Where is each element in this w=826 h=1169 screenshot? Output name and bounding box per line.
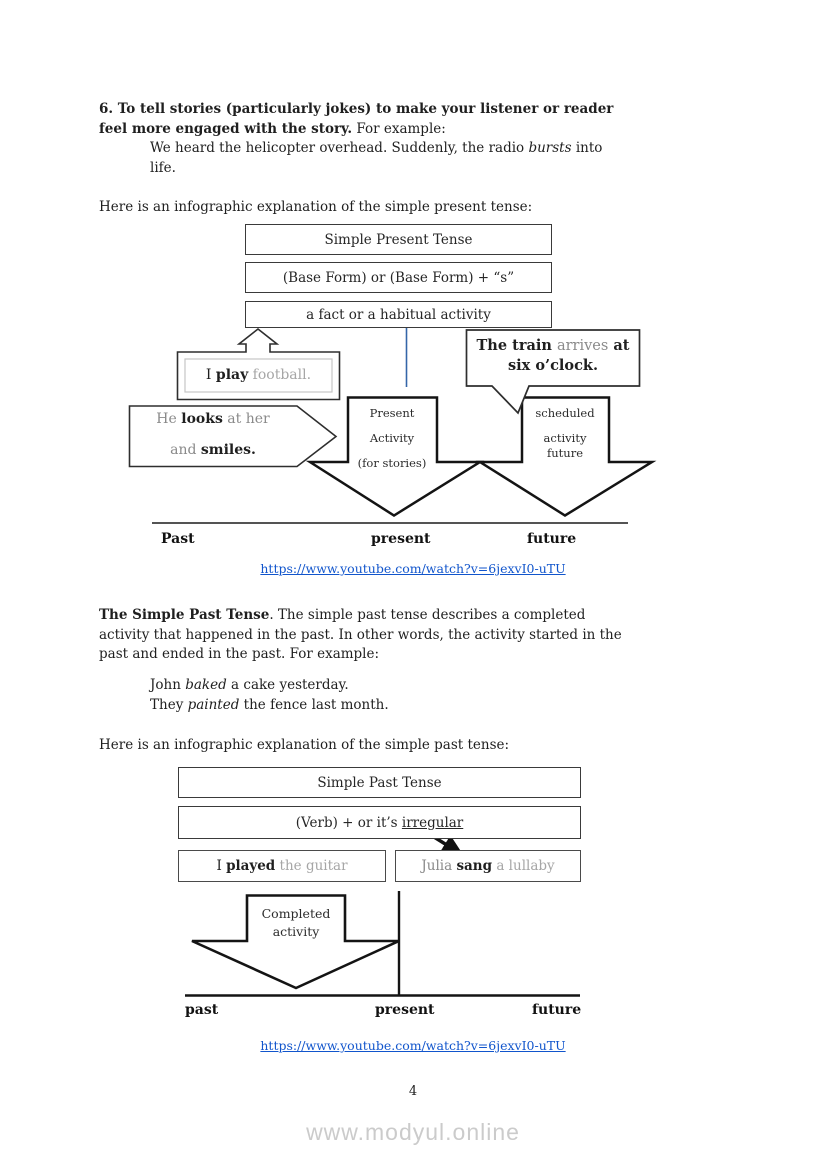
timeline1-future-label: future (527, 531, 577, 547)
box-i-played-guitar (178, 850, 386, 882)
callout-train-seg1: The train (476, 337, 557, 354)
past-ex2-pre: They (150, 696, 188, 713)
callout-he-seg1: He (156, 411, 182, 427)
past-paragraph-line1 (99, 607, 585, 624)
arrow-completed-line2: activity (272, 924, 320, 939)
section6-heading-line1 (99, 101, 613, 118)
callout-he-seg3: at her (222, 411, 270, 427)
page-number: 4 (408, 1084, 418, 1099)
example-pre: We heard the helicopter overhead. Suddenly, the radio (150, 140, 529, 156)
example-italic-bursts: bursts (528, 140, 572, 156)
example-post: into (571, 140, 603, 156)
intro-present-text: Here is an infographic explanation of the simple present tense: (99, 199, 533, 215)
sang-seg1: Julia (421, 858, 457, 874)
timeline1-present-label: present (371, 531, 431, 547)
box-base-form (245, 262, 552, 293)
box-fact-habitual (245, 301, 552, 328)
arrow-present-line1: Present (369, 406, 415, 420)
past-paragraph-line2: activity that happened in the past. In other words, the activity started in the (99, 626, 622, 643)
example-bursts-line1 (150, 140, 602, 157)
play-callout-up-arrow-shape (178, 329, 340, 400)
past-example2 (150, 697, 389, 714)
past-ex1-italic: baked (185, 677, 227, 693)
sang-seg3: a lullaby (492, 858, 555, 874)
played-seg2: played (226, 858, 276, 874)
past-heading-rest: . The simple past tense describes a completed (269, 607, 586, 623)
past-example1 (150, 677, 349, 694)
callout-he-seg5: smiles. (200, 442, 256, 458)
played-seg3: the guitar (275, 858, 348, 874)
section6-heading-line2 (99, 121, 446, 138)
past-paragraph-line3: past and ended in the past. For example: (99, 646, 380, 662)
callout-train-seg3: at (608, 337, 630, 354)
past-ex1-post: a cake yesterday. (226, 677, 349, 693)
sang-seg2: sang (456, 858, 493, 874)
box-simple-present-tense (245, 224, 552, 255)
section6-heading-bold-2: feel more engaged with the story. (99, 120, 353, 137)
callout-play-seg3: football. (248, 367, 312, 383)
arrow-scheduled-line1: scheduled (535, 406, 595, 420)
box-simple-past-tense (178, 767, 581, 798)
box-sang-label (421, 858, 554, 874)
intro-past-text: Here is an infographic explanation of the simple past tense: (99, 737, 510, 753)
callout-train-seg2: arrives (556, 338, 609, 354)
past-ex1-pre: John (150, 677, 186, 693)
box-julia-sang-lullaby (395, 850, 581, 882)
box-played-label (216, 858, 347, 874)
timeline2-present-label: present (375, 1002, 435, 1018)
box-base-form-label: (Base Form) or (Base Form) + “s” (282, 269, 515, 286)
callout-play-seg2: play (215, 367, 249, 383)
for-example-text: For example: (352, 120, 446, 137)
box-simple-past-tense-label: Simple Past Tense (317, 774, 442, 791)
box-verb-irregular-label (296, 815, 464, 831)
callout-play (178, 367, 339, 383)
arrow-present-line3: (for stories) (357, 456, 427, 470)
callout-he-line2 (129, 442, 297, 458)
callout-he-seg4: and (170, 442, 201, 458)
timeline2-future-label: future (532, 1002, 582, 1018)
arrow-completed-line1: Completed (261, 906, 331, 921)
youtube-link-past[interactable]: https://www.youtube.com/watch?v=6jexvI0-uTU (260, 1038, 566, 1053)
youtube-link-present[interactable]: https://www.youtube.com/watch?v=6jexvI0-uTU (260, 561, 566, 576)
arrow-scheduled-line2: activity (543, 431, 587, 445)
box-verb-pre: (Verb) + or it’s (295, 814, 402, 831)
box-verb-irregular (178, 806, 581, 839)
past-ex2-italic: painted (187, 696, 240, 713)
example-bursts-line2: life. (150, 159, 176, 176)
box-simple-present-tense-label: Simple Present Tense (324, 231, 473, 248)
section6-heading-bold: 6. To tell stories (particularly jokes) to make your listener or reader (99, 101, 614, 117)
timeline2-past-label: past (185, 1002, 219, 1018)
callout-he-line1 (129, 411, 297, 427)
past-heading-bold: The Simple Past Tense (99, 607, 270, 623)
arrow-present-line2: Activity (369, 431, 415, 445)
box-verb-underlined: irregular (401, 814, 464, 831)
box-fact-habitual-label: a fact or a habitual activity (306, 306, 491, 323)
callout-play-seg1: I (205, 367, 216, 383)
timeline1-past-label: Past (161, 531, 195, 547)
callout-train-line1 (467, 337, 639, 354)
callout-train-line2: six o’clock. (507, 357, 599, 374)
callout-he-seg2: looks (181, 411, 223, 427)
played-seg1: I (216, 858, 227, 874)
arrow-scheduled-line3: future (547, 446, 583, 460)
watermark: www.modyul.online (306, 1119, 520, 1145)
past-ex2-post: the fence last month. (239, 696, 389, 713)
